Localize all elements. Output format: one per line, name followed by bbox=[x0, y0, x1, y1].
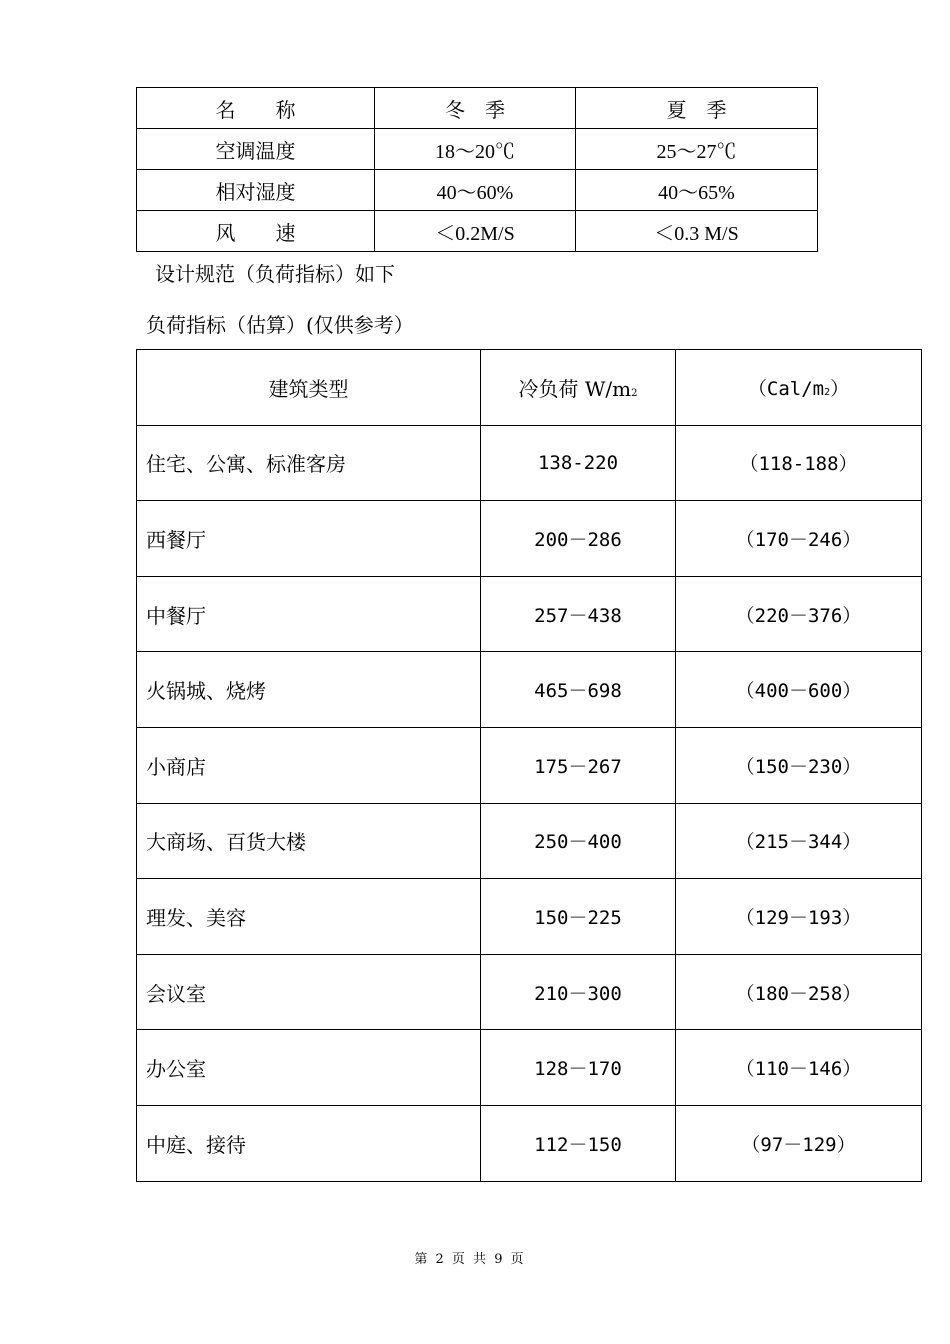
conditions-row bbox=[137, 170, 818, 211]
summer-value: 25～27℃ bbox=[576, 129, 818, 170]
building-type: 小商店 bbox=[137, 727, 481, 803]
header-cooling-load-sub: 2 bbox=[631, 387, 638, 399]
summer-value: ＜0.3 M/S bbox=[576, 211, 818, 252]
table-row bbox=[137, 954, 922, 1030]
cooling-load-cal: （220－376） bbox=[676, 576, 922, 652]
conditions-row bbox=[137, 129, 818, 170]
cooling-load-w: 465－698 bbox=[481, 652, 676, 728]
table-row bbox=[137, 879, 922, 955]
cooling-load-w: 210－300 bbox=[481, 954, 676, 1030]
header-building-type: 建筑类型 bbox=[137, 350, 481, 426]
page-footer: 第 2 页 共 9 页 bbox=[414, 1252, 526, 1267]
winter-value: 18～20℃ bbox=[375, 129, 576, 170]
table-row bbox=[137, 803, 922, 879]
table-row bbox=[137, 501, 922, 577]
cooling-load-w: 150－225 bbox=[481, 879, 676, 955]
cooling-load-w: 257－438 bbox=[481, 576, 676, 652]
cooling-load-w: 138-220 bbox=[481, 425, 676, 501]
table-row bbox=[137, 1030, 922, 1106]
cooling-load-cal: （118-188） bbox=[676, 425, 922, 501]
header-winter: 冬 季 bbox=[375, 88, 576, 129]
conditions-row bbox=[137, 211, 818, 252]
row-label: 风 速 bbox=[137, 211, 375, 252]
cooling-load-w: 112－150 bbox=[481, 1105, 676, 1181]
load-index-caption: 负荷指标（估算）(仅供参考） bbox=[146, 313, 414, 337]
cooling-load-w: 250－400 bbox=[481, 803, 676, 879]
summer-value: 40～65% bbox=[576, 170, 818, 211]
building-type: 西餐厅 bbox=[137, 501, 481, 577]
table-row bbox=[137, 576, 922, 652]
header-cal bbox=[676, 350, 922, 426]
building-type: 大商场、百货大楼 bbox=[137, 803, 481, 879]
table-row bbox=[137, 727, 922, 803]
conditions-table bbox=[136, 87, 818, 252]
building-type: 会议室 bbox=[137, 954, 481, 1030]
load-index-table bbox=[136, 349, 922, 1182]
header-cal-sub: 2 bbox=[824, 386, 831, 398]
header-cal-text: （Cal/m bbox=[747, 377, 825, 400]
building-type: 火锅城、烧烤 bbox=[137, 652, 481, 728]
cooling-load-cal: （400－600） bbox=[676, 652, 922, 728]
cooling-load-w: 128－170 bbox=[481, 1030, 676, 1106]
cooling-load-cal: （170－246） bbox=[676, 501, 922, 577]
row-label: 相对湿度 bbox=[137, 170, 375, 211]
header-cooling-load-text: 冷负荷 W/m bbox=[518, 376, 632, 401]
cooling-load-cal: （129－193） bbox=[676, 879, 922, 955]
header-cal-close: ） bbox=[830, 377, 850, 400]
header-name: 名 称 bbox=[137, 88, 375, 129]
cooling-load-cal: （150－230） bbox=[676, 727, 922, 803]
row-label: 空调温度 bbox=[137, 129, 375, 170]
table-row bbox=[137, 425, 922, 501]
table-row bbox=[137, 1105, 922, 1181]
building-type: 办公室 bbox=[137, 1030, 481, 1106]
building-type: 中餐厅 bbox=[137, 576, 481, 652]
header-cooling-load bbox=[481, 350, 676, 426]
cooling-load-cal: （110－146） bbox=[676, 1030, 922, 1106]
table-row bbox=[137, 652, 922, 728]
building-type: 住宅、公寓、标准客房 bbox=[137, 425, 481, 501]
cooling-load-w: 200－286 bbox=[481, 501, 676, 577]
header-summer: 夏 季 bbox=[576, 88, 818, 129]
cooling-load-w: 175－267 bbox=[481, 727, 676, 803]
load-header-row bbox=[137, 350, 922, 426]
cooling-load-cal: （97－129） bbox=[676, 1105, 922, 1181]
winter-value: ＜0.2M/S bbox=[375, 211, 576, 252]
building-type: 理发、美容 bbox=[137, 879, 481, 955]
cooling-load-cal: （215－344） bbox=[676, 803, 922, 879]
design-spec-caption: 设计规范（负荷指标）如下 bbox=[155, 262, 395, 286]
conditions-header-row bbox=[137, 88, 818, 129]
building-type: 中庭、接待 bbox=[137, 1105, 481, 1181]
winter-value: 40～60% bbox=[375, 170, 576, 211]
cooling-load-cal: （180－258） bbox=[676, 954, 922, 1030]
